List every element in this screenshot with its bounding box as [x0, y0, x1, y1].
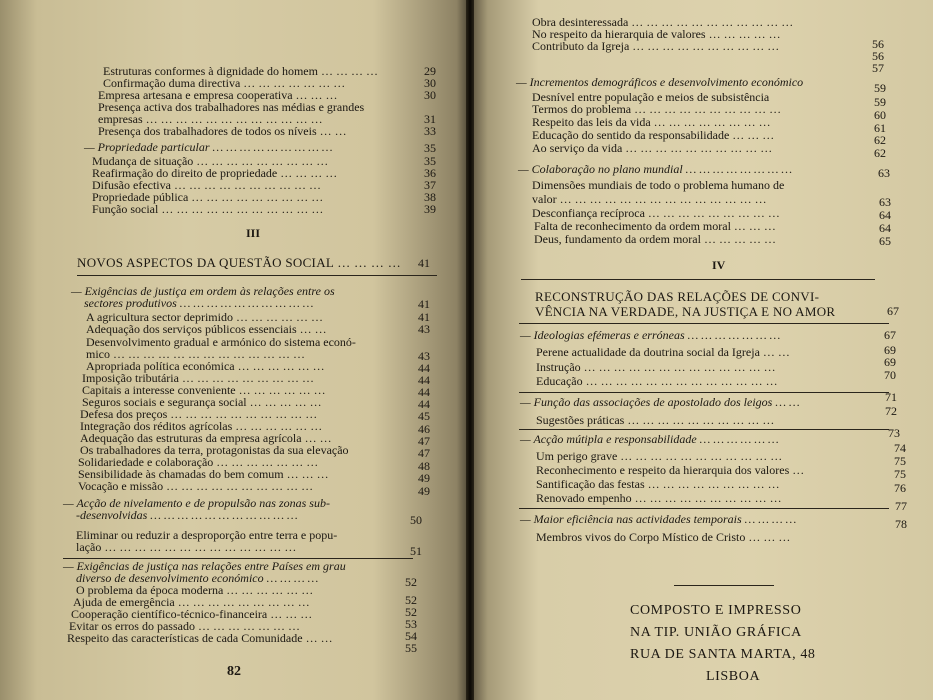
page-number: 82: [227, 664, 241, 679]
page-ref: 37: [424, 178, 436, 192]
section-number: III: [246, 226, 261, 240]
divider: [519, 392, 889, 393]
page-ref: 60: [874, 108, 886, 122]
toc-entry: valor … … … … … … … … … … … … … …: [532, 192, 767, 206]
page-ref: 71: [885, 390, 897, 404]
page-ref: 49: [418, 484, 430, 498]
toc-heading: — Função das associações de apostolado dos leigos … …: [520, 395, 800, 409]
toc-entry: Termos do problema … … … … … … … … … …: [532, 102, 782, 116]
divider: [519, 429, 889, 430]
page-ref: 69: [884, 343, 896, 357]
page-ref: 65: [879, 234, 891, 248]
toc-entry: Educação … … … … … … … … … … … … …: [536, 374, 778, 388]
toc-entry: Estruturas conformes à dignidade do homem … … … …: [103, 64, 378, 78]
toc-entry: Função social … … … … … … … … … … …: [92, 202, 324, 216]
divider: [77, 275, 437, 276]
toc-entry: Capitais a interesse conveniente … … … … … …: [82, 383, 326, 397]
toc-entry: Presença dos trabalhadores de todos os níveis … …: [98, 124, 347, 138]
toc-entry: O problema da época moderna … … … … … …: [76, 583, 314, 597]
page-ref: 31: [424, 112, 436, 126]
page-ref: 35: [424, 154, 436, 168]
toc-entry: A agricultura sector deprimido … … … … … …: [86, 310, 323, 324]
toc-entry: Respeito das leis da vida … … … … … … … …: [532, 115, 771, 129]
page-ref: 61: [874, 121, 886, 135]
page-ref: 47: [418, 434, 430, 448]
page-ref: 73: [888, 426, 900, 440]
page-ref: 30: [424, 88, 436, 102]
toc-entry: Eliminar ou reduzir a desproporção entre terra e popu-: [76, 528, 338, 542]
toc-heading: — Maior eficiência nas actividades temporais … … … …: [520, 512, 797, 526]
toc-entry: Confirmação duma directiva … … … … … … …: [103, 76, 346, 90]
toc-entry: Difusão efectiva … … … … … … … … … …: [92, 178, 321, 192]
toc-entry: Propriedade pública … … … … … … … … …: [92, 190, 324, 204]
page-ref: 62: [874, 133, 886, 147]
toc-entry: Vocação e missão … … … … … … … … … …: [78, 479, 314, 493]
toc-heading: — Acção de nivelamento e de propulsão nas zonas sub-: [63, 496, 330, 510]
imprint-line: NA TIP. UNIÃO GRÁFICA: [630, 625, 802, 640]
page-ref: 67: [884, 328, 896, 342]
page-ref: 43: [418, 349, 430, 363]
book-gutter: [466, 0, 474, 700]
toc-entry: Membros vivos do Corpo Místico de Cristo … … …: [536, 530, 791, 544]
toc-entry: Instrução … … … … … … … … … … … … …: [536, 360, 776, 374]
page-ref: 54: [405, 629, 417, 643]
toc-heading: — Colaboração no plano mundial … … … … … … … …: [518, 162, 793, 176]
page-ref: 67: [887, 304, 899, 318]
page-ref: 59: [874, 81, 886, 95]
toc-entry: Dimensões mundiais de todo o problema humano de: [532, 178, 785, 192]
toc-entry: Integração dos réditos agrícolas … … … … … …: [80, 419, 323, 433]
page-ref: 62: [874, 146, 886, 160]
toc-entry: Renovado empenho … … … … … … … … … …: [536, 491, 782, 505]
section-title: NOVOS ASPECTOS DA QUESTÃO SOCIAL … … … …: [77, 255, 402, 270]
toc-heading: — Exigências de justiça nas relações entre Países em grau: [63, 559, 346, 573]
page-ref: 72: [885, 404, 897, 418]
toc-entry: Seguros sociais e segurança social … … … … …: [82, 395, 322, 409]
toc-entry: Presença activa dos trabalhadores nas médias e grandes: [98, 100, 365, 114]
toc-entry: Desnível entre população e meios de subsistência: [532, 90, 770, 104]
page-ref: 44: [418, 385, 430, 399]
page-ref: 35: [424, 141, 436, 155]
toc-heading: — Acção mútipla e responsabilidade … … … … … …: [520, 432, 779, 446]
toc-entry: Ajuda de emergência … … … … … … … … …: [73, 595, 310, 609]
toc-entry: empresas … … … … … … … … … … … …: [98, 112, 323, 126]
divider: [521, 279, 875, 280]
toc-entry: Mudança de situação … … … … … … … … …: [92, 154, 329, 168]
page-ref: 64: [879, 221, 891, 235]
page-ref: 41: [418, 297, 430, 311]
page-ref: 38: [424, 190, 436, 204]
page-ref: 70: [884, 368, 896, 382]
page-ref: 76: [894, 481, 906, 495]
toc-entry: Adequação das estruturas da empresa agrícola … …: [80, 431, 332, 445]
page-ref: 33: [424, 124, 436, 138]
toc-entry: Apropriada política económica … … … … … …: [86, 359, 325, 373]
page-ref: 43: [418, 322, 430, 336]
divider: [519, 323, 889, 324]
page-ref: 52: [405, 605, 417, 619]
toc-entry: Educação do sentido da responsabilidade … … …: [532, 128, 775, 142]
toc-entry: Reafirmação do direito de propriedade … … … …: [92, 166, 338, 180]
imprint-line: RUA DE SANTA MARTA, 48: [630, 647, 816, 662]
toc-entry: Solidariedade e colaboração … … … … … … …: [78, 455, 319, 469]
page-ref: 77: [895, 499, 907, 513]
toc-heading: — Propriedade particular … … … … … … … … …: [84, 140, 333, 154]
page-ref: 74: [894, 441, 906, 455]
toc-entry: Empresa artesana e empresa cooperativa … … …: [98, 88, 338, 102]
page-ref: 30: [424, 76, 436, 90]
toc-entry: Cooperação científico-técnico-financeira … … …: [71, 607, 313, 621]
toc-heading: — Exigências de justiça em ordem às relações entre os: [71, 284, 335, 298]
page-ref: 69: [884, 355, 896, 369]
page-ref: 56: [872, 37, 884, 51]
page-ref: 51: [410, 544, 422, 558]
toc-entry: Ao serviço da vida … … … … … … … … … …: [532, 141, 773, 155]
page-ref: 46: [418, 422, 430, 436]
page-ref: 75: [894, 467, 906, 481]
short-rule: [674, 585, 774, 586]
toc-entry: Defesa dos preços … … … … … … … … … …: [80, 407, 318, 421]
toc-entry: Falta de reconhecimento da ordem moral … … …: [534, 219, 776, 233]
left-page: [0, 0, 466, 700]
toc-entry: Contributo da Igreja … … … … … … … … … …: [532, 39, 780, 53]
toc-entry: Sugestões práticas … … … … … … … … … …: [536, 413, 775, 427]
page-ref: 75: [894, 454, 906, 468]
page-ref: 29: [424, 64, 436, 78]
page-ref: 59: [874, 95, 886, 109]
toc-entry: Desenvolvimento gradual e armónico do sistema econó-: [86, 335, 356, 349]
page-ref: 56: [872, 49, 884, 63]
toc-entry: Deus, fundamento da ordem moral … … … … …: [534, 232, 776, 246]
page-ref: 57: [872, 61, 884, 75]
toc-entry: lação … … … … … … … … … … … … …: [76, 540, 297, 554]
page-ref: 52: [405, 593, 417, 607]
page-ref: 50: [410, 513, 422, 527]
toc-entry: Santificação das festas … … … … … … … … …: [536, 477, 780, 491]
toc-entry: mico … … … … … … … … … … … … …: [86, 347, 305, 361]
imprint-line: COMPOSTO E IMPRESSO: [630, 603, 802, 618]
page-ref: 47: [418, 446, 430, 460]
imprint-line: LISBOA: [706, 669, 761, 684]
toc-entry: Adequação dos serviços públicos essenciais … …: [86, 322, 327, 336]
page-ref: 64: [879, 208, 891, 222]
page-ref: 41: [418, 256, 430, 270]
toc-entry: No respeito da hierarquia de valores … … … … …: [532, 27, 781, 41]
toc-entry: Respeito das características de cada Comunidade … …: [67, 631, 333, 645]
toc-entry: Os trabalhadores da terra, protagonistas da sua elevação: [80, 443, 349, 457]
toc-entry: Evitar os erros do passado … … … … … … …: [69, 619, 300, 633]
toc-entry: Obra desinteressada … … … … … … … … … … …: [532, 15, 794, 29]
page-ref: 44: [418, 373, 430, 387]
page-ref: 78: [895, 517, 907, 531]
page-ref: 48: [418, 459, 430, 473]
toc-entry: Imposição tributária … … … … … … … … …: [82, 371, 314, 385]
page-ref: 41: [418, 310, 430, 324]
page-ref: 63: [879, 195, 891, 209]
page-ref: 44: [418, 361, 430, 375]
page-ref: 36: [424, 166, 436, 180]
toc-heading: -desenvolvidas … … … … … … … … … … …: [76, 508, 298, 522]
page-ref: 45: [418, 409, 430, 423]
toc-heading: — Ideologias efémeras e erróneas … … … … … … …: [520, 328, 781, 342]
page-ref: 63: [878, 166, 890, 180]
page-ref: 55: [405, 641, 417, 655]
page-ref: 39: [424, 202, 436, 216]
section-number: IV: [712, 258, 726, 272]
toc-entry: Reconhecimento e respeito da hierarquia dos valores …: [536, 463, 805, 477]
toc-heading: diverso de desenvolvimento económico … … … …: [76, 571, 319, 585]
toc-entry: Um perigo grave … … … … … … … … … … …: [536, 449, 783, 463]
toc-entry: Sensibilidade às chamadas do bem comum … … …: [78, 467, 329, 481]
toc-heading: sectores produtivos … … … … … … … … … …: [84, 296, 314, 310]
toc-heading: — Incrementos demográficos e desenvolvimento económico: [516, 75, 804, 89]
page-ref: 49: [418, 471, 430, 485]
right-page: [474, 0, 933, 700]
divider: [519, 508, 889, 509]
toc-entry: Perene actualidade da doutrina social da Igreja … …: [536, 345, 790, 359]
page-ref: 44: [418, 397, 430, 411]
page-ref: 52: [405, 575, 417, 589]
section-title: VÊNCIA NA VERDADE, NA JUSTIÇA E NO AMOR: [535, 304, 836, 319]
page-ref: 53: [405, 617, 417, 631]
section-title: RECONSTRUÇÃO DAS RELAÇÕES DE CONVI-: [535, 289, 820, 304]
toc-entry: Desconfiança recíproca … … … … … … … … …: [532, 206, 780, 220]
